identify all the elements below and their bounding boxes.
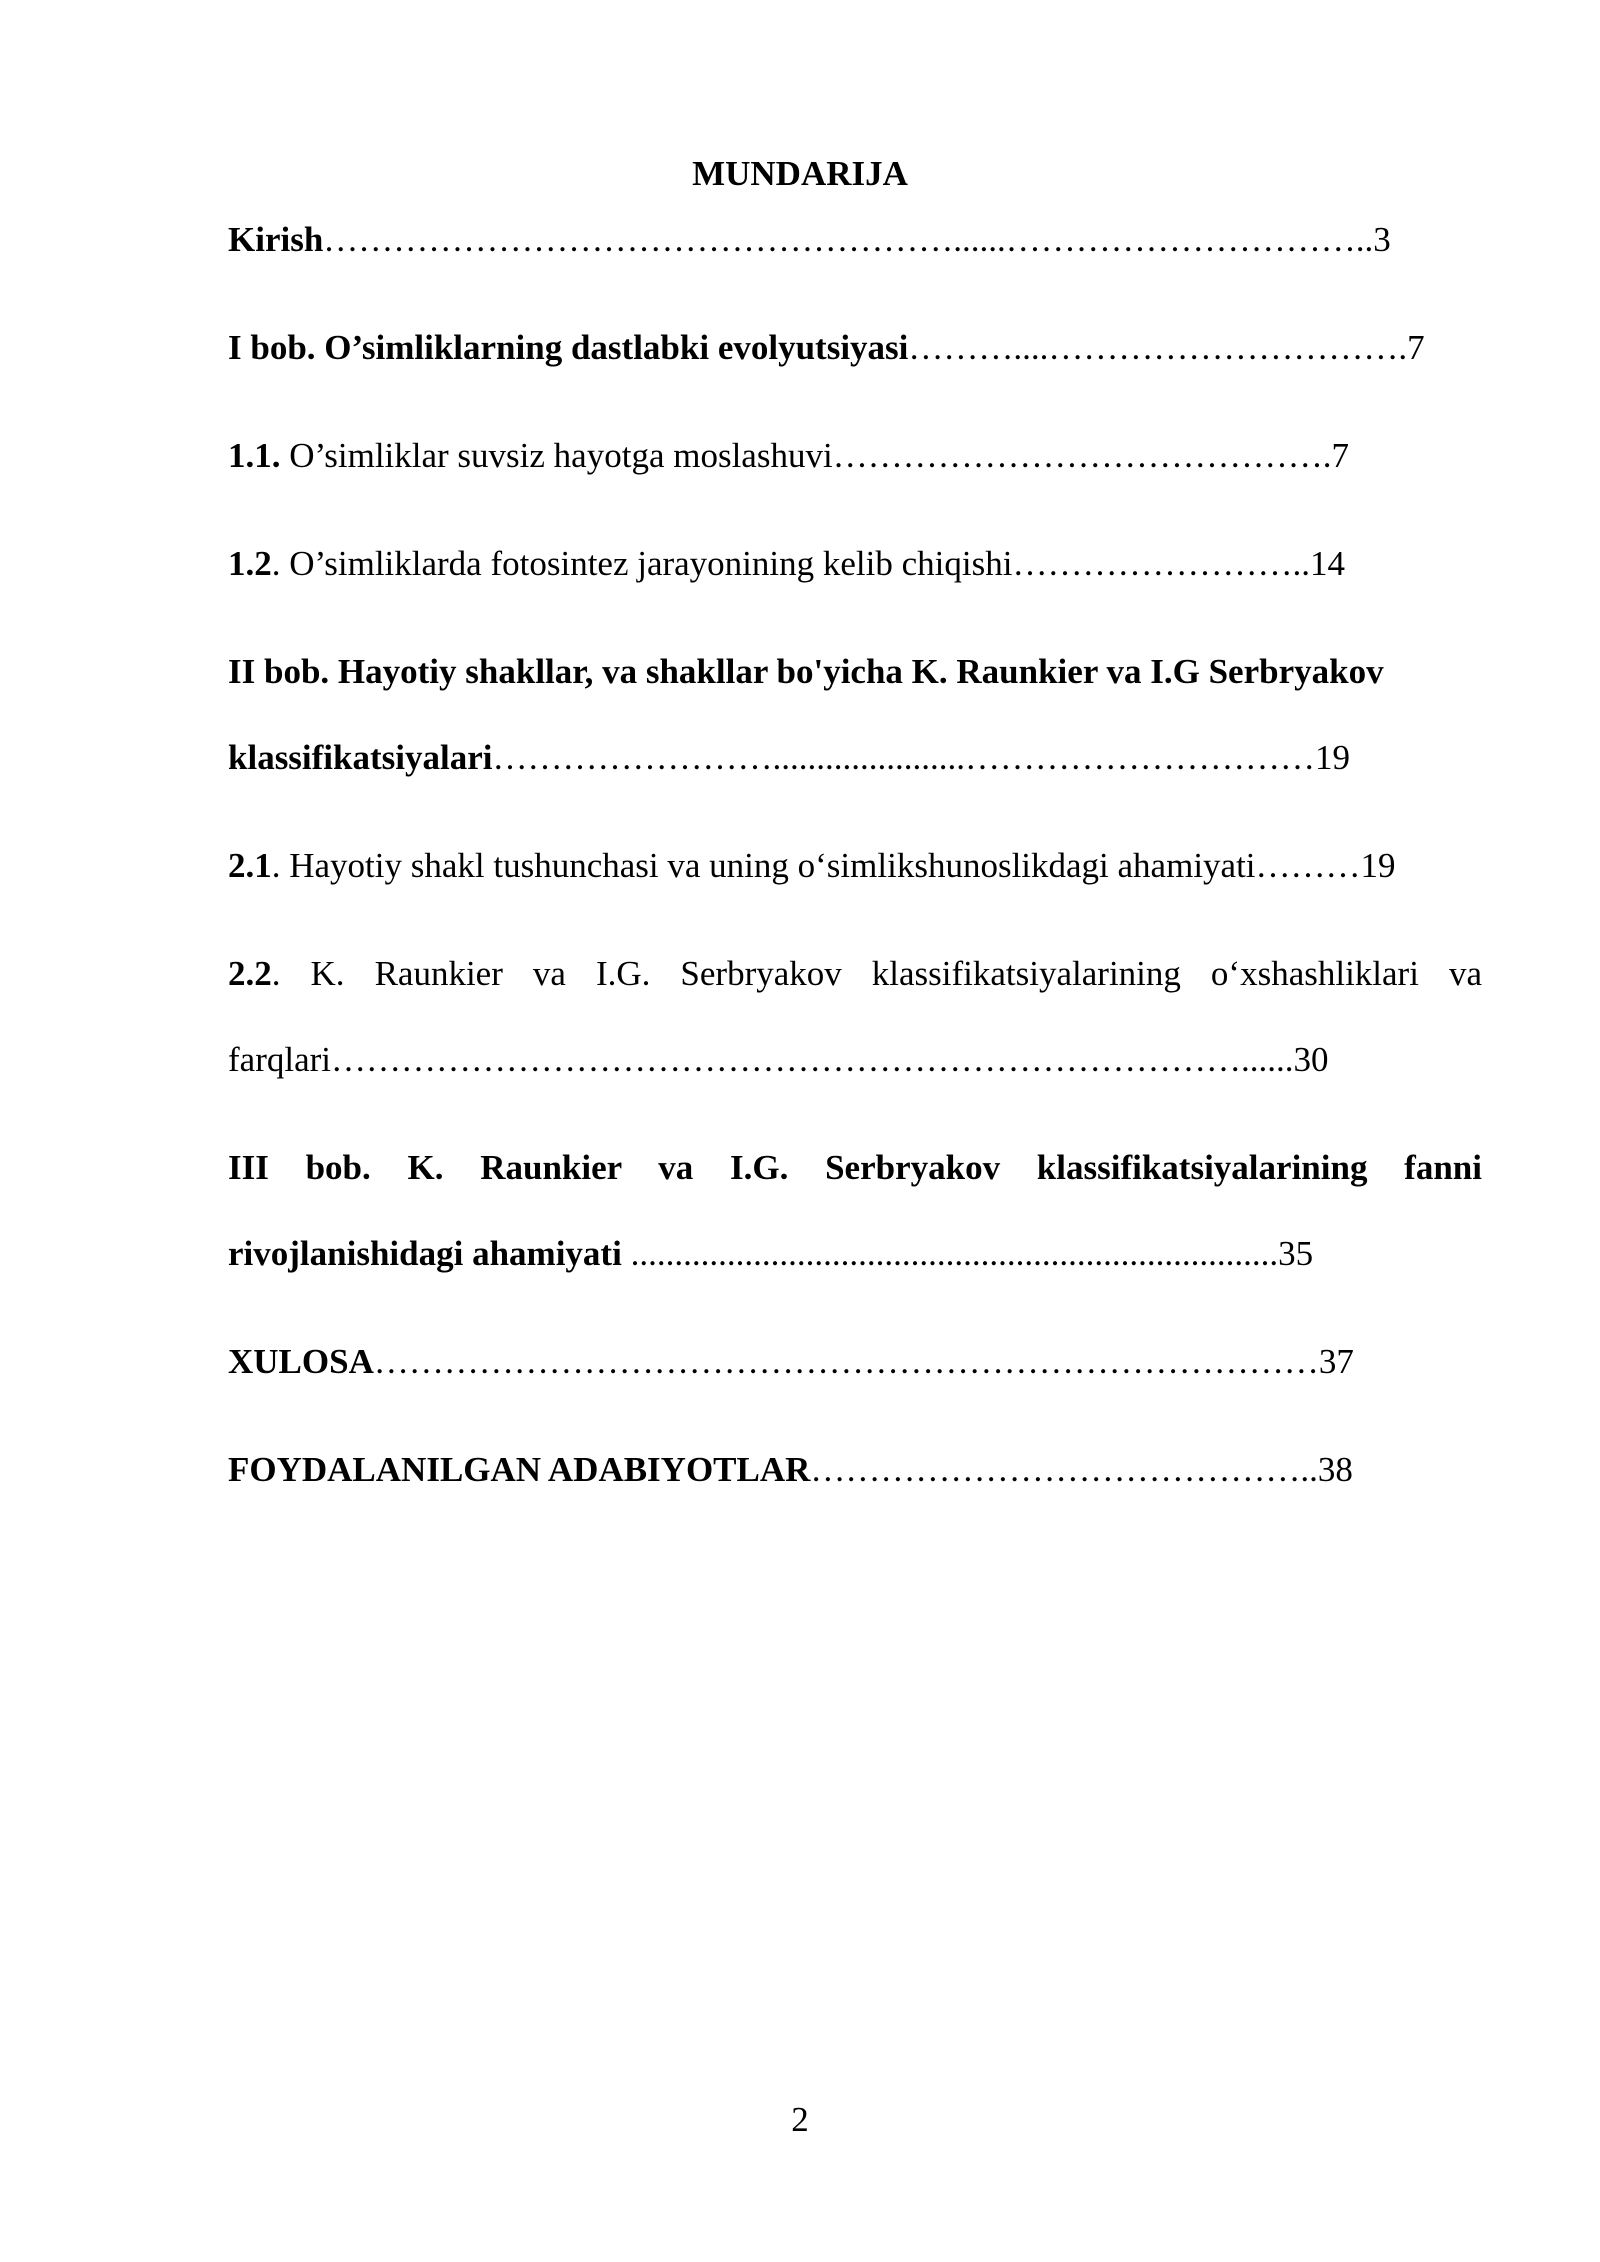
toc-entry-text: Kirish [228,220,324,259]
toc-entry-chapter-1 [228,324,1482,372]
toc-entry-kirish [228,216,1482,264]
toc-entry-text: . Hayotiy shakl tushunchasi va uning o‘simlikshunoslikdagi ahamiyati [271,846,1256,885]
toc-leader: …………………………………….. [810,1450,1318,1489]
toc-entry-chapter-2-line2 [228,734,1482,782]
toc-page: 19 [1314,738,1350,777]
toc-page: 19 [1360,846,1396,885]
toc-entry-chapter-2-line1 [228,648,1482,696]
toc-entry-text: . O’simliklarda fotosintez jarayonining kelib chiqishi [271,544,1013,583]
toc-entry-section-2-1 [228,842,1482,890]
toc-entry-xulosa [228,1338,1482,1386]
toc-leader: ………....…………………………. [908,328,1408,367]
toc-leader: .......................................................................... [621,1234,1279,1273]
toc-leader: ……… [1255,846,1361,885]
table-of-contents [228,0,1482,1600]
toc-entry-text: klassifikatsiyalari [228,738,493,777]
toc-entry-text: XULOSA [228,1342,374,1381]
toc-entry-number: 2.2 [228,954,272,993]
toc-page: 37 [1318,1342,1354,1381]
toc-entry-section-1-2 [228,540,1482,588]
toc-page: 30 [1293,1040,1329,1079]
toc-page: 7 [1407,328,1425,367]
toc-entry-number: 1.2 [228,544,272,583]
toc-page: 7 [1331,436,1349,475]
toc-leader: ……………………………………. [832,436,1332,475]
toc-entry-text: II bob. Hayotiy shakllar, va shakllar bo'yicha K. Raunkier va I.G Serbryakov [228,652,1384,691]
toc-entry-section-1-1 [228,432,1482,480]
toc-entry-text: farqlari [228,1040,331,1079]
toc-leader: …………………….. [1012,544,1310,583]
page-number: 2 [791,2100,809,2139]
toc-entry-text: FOYDALANILGAN ADABIYOTLAR [228,1450,811,1489]
toc-entry-chapter-3-line2 [228,1230,1482,1278]
toc-entry-references [228,1446,1482,1494]
toc-entry-number: 1.1. [228,436,281,475]
toc-entry-text: III bob. K. Raunkier va I.G. Serbryakov klassifikatsiyalarining fanni [228,1148,1482,1187]
toc-leader: ……………………………………………………………………… [373,1342,1319,1381]
toc-entry-text: I bob. O’simliklarning dastlabki evolyutsiyasi [228,328,909,367]
toc-page: 38 [1317,1450,1353,1489]
toc-entry-chapter-3-line1 [228,1144,1482,1192]
toc-entry-text: rivojlanishidagi ahamiyati [228,1234,622,1273]
toc-page: 3 [1373,220,1391,259]
toc-entry-section-2-2-line1 [228,950,1482,998]
toc-entry-number: 2.1 [228,846,272,885]
toc-page: 14 [1309,544,1345,583]
toc-leader: ………………………………………………......………………………….. [323,220,1374,259]
toc-leader: ……………………......................………………………… [492,738,1315,777]
document-title: MUNDARIJA [692,154,908,193]
toc-entry-text: . K. Raunkier va I.G. Serbryakov klassifikatsiyalarining o‘xshashliklari va [271,954,1482,993]
toc-entry-text: O’simliklar suvsiz hayotga moslashuvi [280,436,833,475]
toc-page: 35 [1278,1234,1314,1273]
toc-entry-section-2-2-line2 [228,1036,1482,1084]
toc-leader: ……………………………………………………………………...... [330,1040,1294,1079]
